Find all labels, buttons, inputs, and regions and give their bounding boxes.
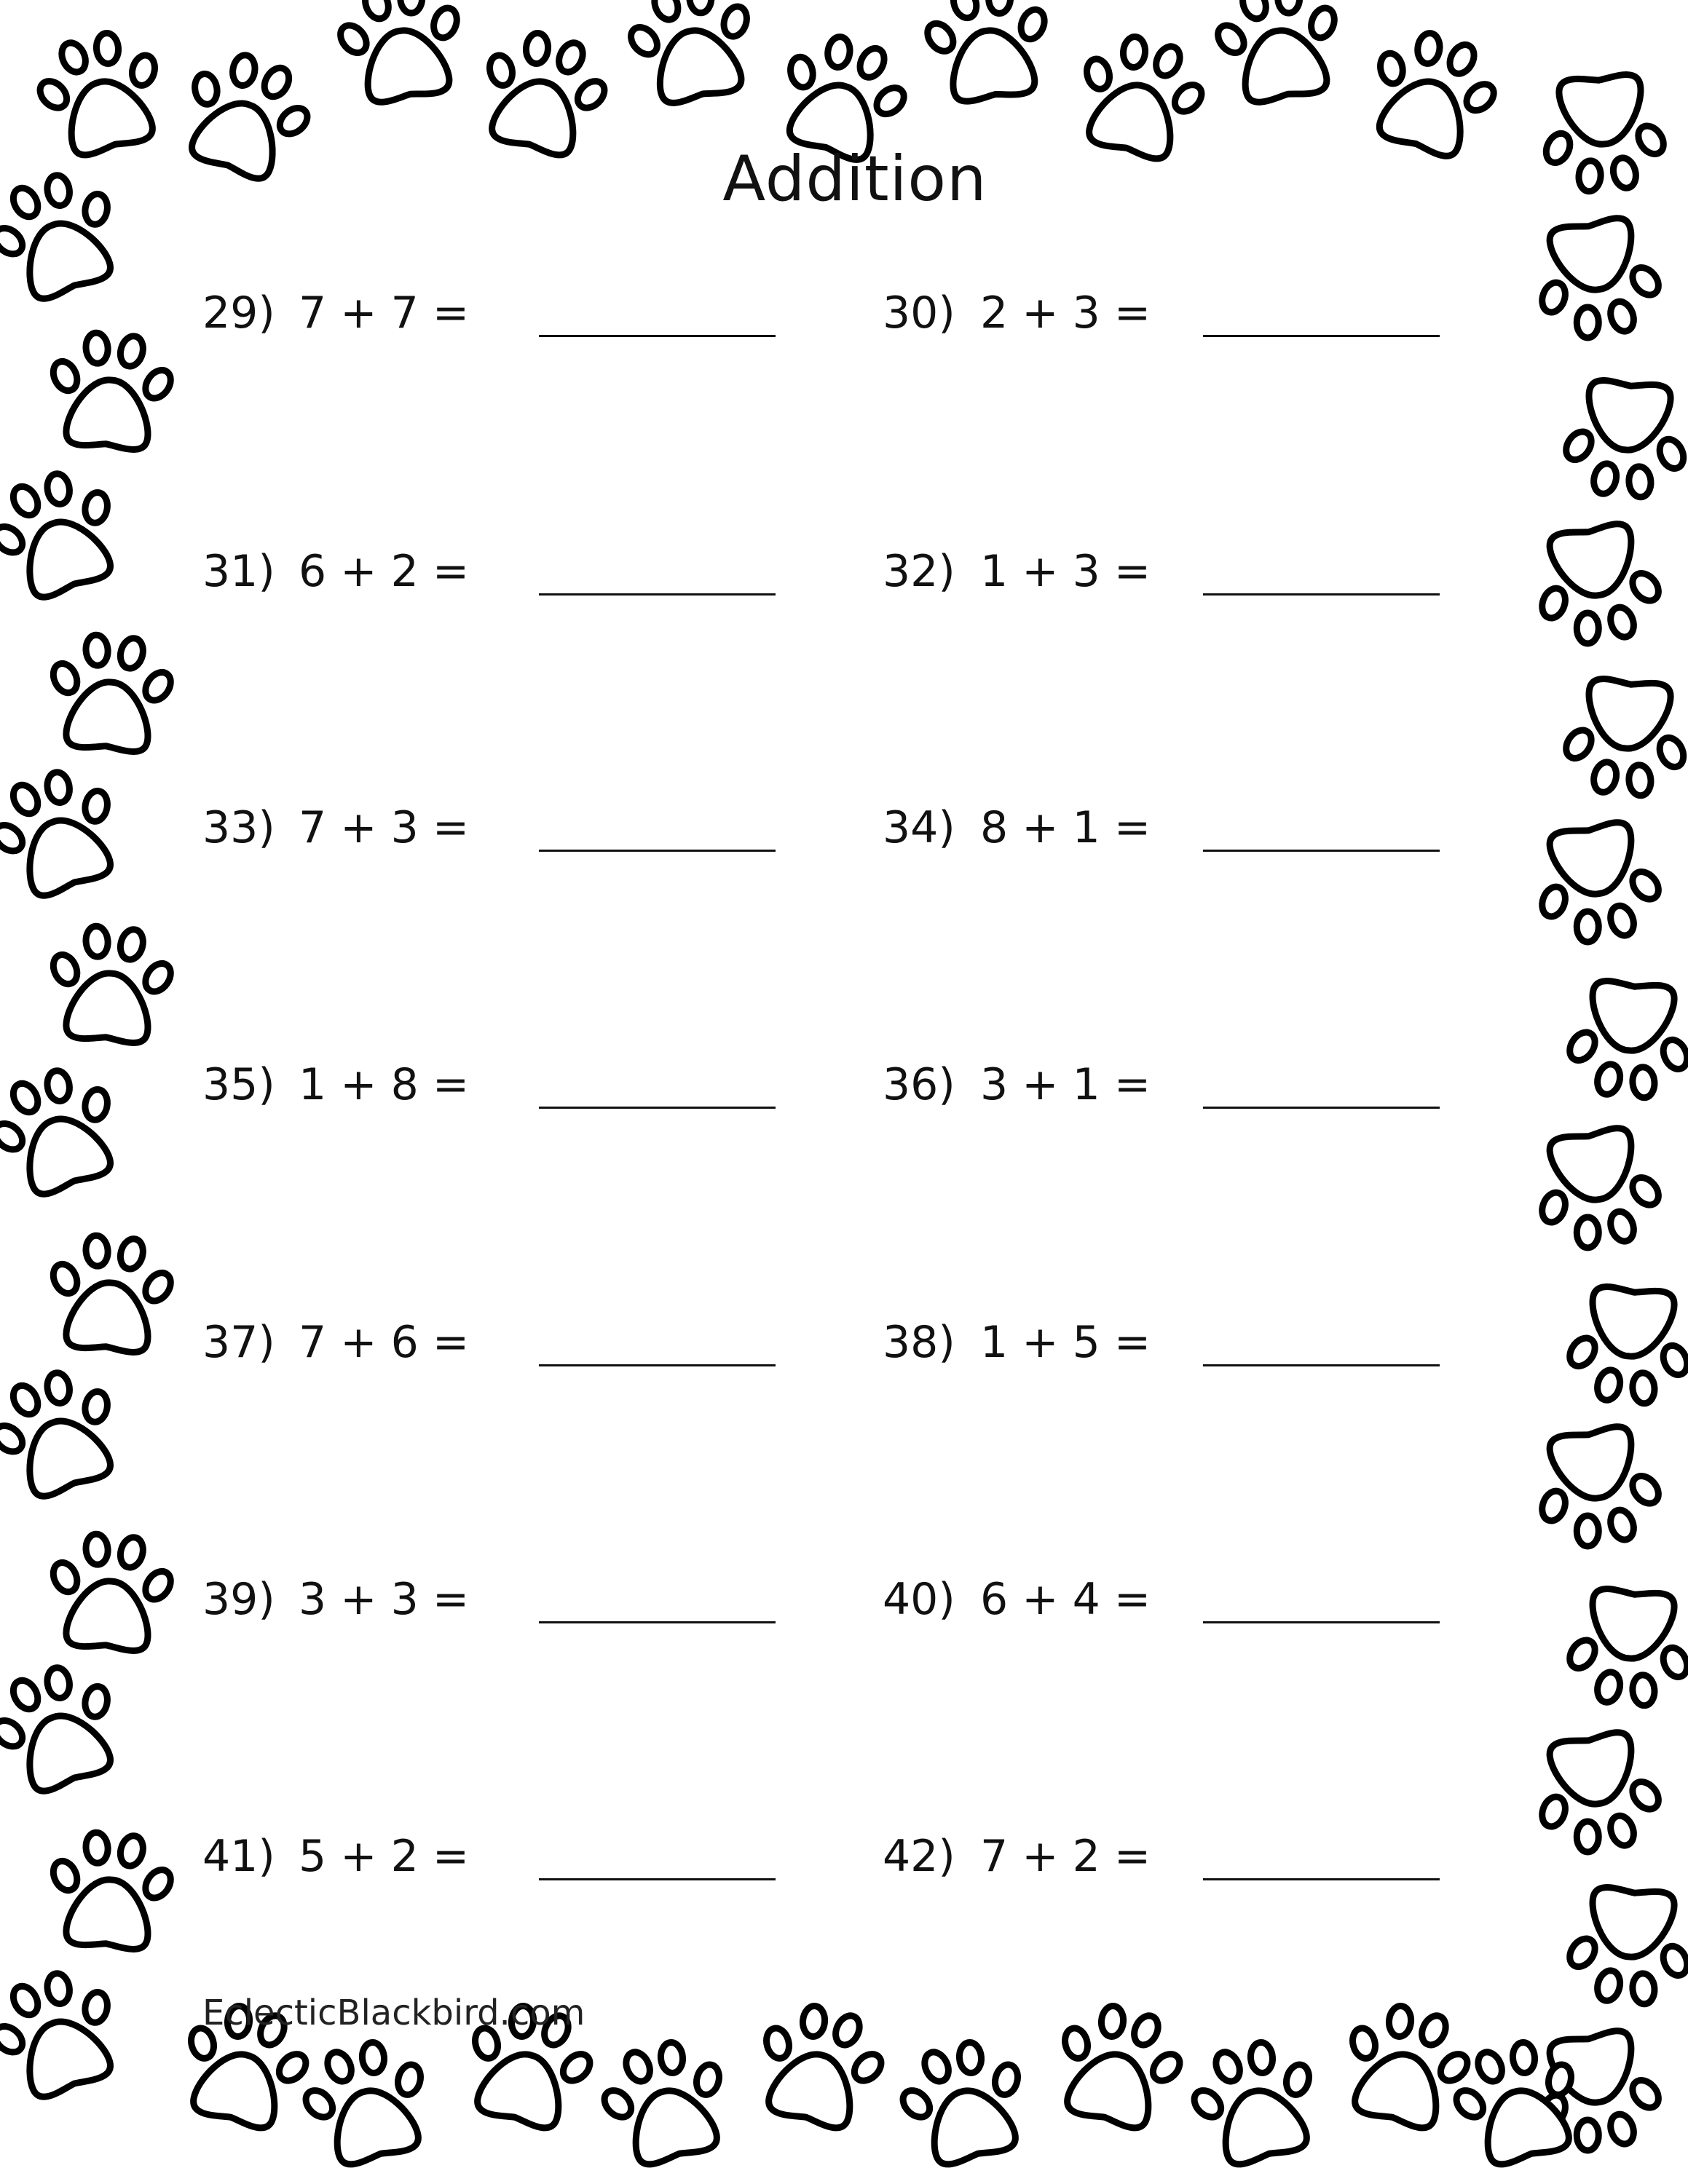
paw-print-icon: [1179, 2030, 1332, 2174]
paw-print-icon: [0, 1356, 135, 1508]
problem-number: 37): [202, 1317, 275, 1368]
problem-number: 42): [883, 1831, 955, 1882]
problem-number: 32): [883, 546, 955, 597]
answer-blank[interactable]: [539, 1107, 776, 1109]
paw-print-icon: [0, 1957, 135, 2108]
paw-print-icon: [1525, 518, 1671, 653]
paw-print-icon: [1206, 0, 1352, 108]
problem-expression: 6 + 2 =: [299, 546, 470, 597]
problem-29: [202, 284, 785, 342]
problem-expression: 1 + 8 =: [299, 1059, 470, 1110]
problem-expression: 1 + 3 =: [980, 546, 1151, 597]
problem-37: [202, 1313, 785, 1372]
paw-print-icon: [1558, 377, 1688, 502]
worksheet-title: Addition: [722, 143, 987, 215]
answer-blank[interactable]: [1203, 1364, 1440, 1366]
paw-print-icon: [42, 327, 179, 452]
answer-blank[interactable]: [539, 335, 776, 337]
problem-number: 33): [202, 802, 275, 853]
problem-41: [202, 1827, 785, 1886]
problem-36: [883, 1056, 1465, 1114]
problem-30: [883, 284, 1465, 342]
problem-expression: 7 + 6 =: [299, 1317, 470, 1368]
answer-blank[interactable]: [539, 850, 776, 852]
problem-expression: 7 + 2 =: [980, 1831, 1151, 1882]
answer-blank[interactable]: [539, 1621, 776, 1623]
paw-print-icon: [42, 1528, 179, 1653]
problem-expression: 3 + 1 =: [980, 1059, 1151, 1110]
problem-42: [883, 1827, 1465, 1886]
paw-print-icon: [1558, 676, 1688, 801]
answer-blank[interactable]: [1203, 1878, 1440, 1880]
paw-print-icon: [1525, 212, 1671, 347]
paw-print-icon: [1561, 978, 1688, 1103]
paw-print-icon: [744, 1993, 896, 2137]
problem-number: 41): [202, 1831, 275, 1882]
paw-print-icon: [1525, 1726, 1671, 1861]
paw-print-icon: [1525, 816, 1671, 951]
paw-print-icon: [0, 756, 135, 907]
answer-blank[interactable]: [1203, 335, 1440, 337]
problem-33: [202, 799, 785, 857]
problem-number: 36): [883, 1059, 955, 1110]
paw-print-icon: [42, 1827, 179, 1952]
answer-blank[interactable]: [539, 593, 776, 596]
paw-print-icon: [618, 0, 766, 110]
paw-print-icon: [42, 1230, 179, 1355]
problem-expression: 7 + 3 =: [299, 802, 470, 853]
problem-39: [202, 1570, 785, 1629]
problem-number: 40): [883, 1574, 955, 1625]
paw-print-icon: [328, 0, 474, 108]
problem-expression: 8 + 1 =: [980, 802, 1151, 853]
paw-print-icon: [0, 457, 135, 609]
paw-print-icon: [0, 1054, 135, 1206]
problem-expression: 7 + 7 =: [299, 288, 470, 339]
answer-blank[interactable]: [1203, 1621, 1440, 1623]
paw-print-icon: [888, 2030, 1041, 2174]
paw-print-icon: [0, 1651, 135, 1803]
answer-blank[interactable]: [539, 1878, 776, 1880]
answer-blank[interactable]: [1203, 850, 1440, 852]
problem-34: [883, 799, 1465, 857]
paw-print-icon: [1561, 1884, 1688, 2009]
paw-print-icon: [1525, 1122, 1671, 1257]
problem-number: 35): [202, 1059, 275, 1110]
problem-number: 30): [883, 288, 955, 339]
problem-40: [883, 1570, 1465, 1629]
problem-number: 31): [202, 546, 275, 597]
footer-website: EclecticBlackbird.com: [202, 1993, 585, 2033]
problem-number: 29): [202, 288, 275, 339]
problem-number: 39): [202, 1574, 275, 1625]
problem-expression: 1 + 5 =: [980, 1317, 1151, 1368]
problem-31: [202, 542, 785, 601]
answer-blank[interactable]: [1203, 593, 1440, 596]
paw-print-icon: [1525, 1420, 1671, 1556]
problem-number: 38): [883, 1317, 955, 1368]
problem-number: 34): [883, 802, 955, 853]
paw-print-icon: [1042, 1993, 1195, 2137]
problem-32: [883, 542, 1465, 601]
paw-print-icon: [1330, 1993, 1483, 2137]
answer-blank[interactable]: [539, 1364, 776, 1366]
problem-35: [202, 1056, 785, 1114]
paw-print-icon: [917, 0, 1059, 106]
problem-expression: 2 + 3 =: [980, 288, 1151, 339]
paw-print-icon: [42, 920, 179, 1045]
paw-print-icon: [1561, 1283, 1688, 1409]
paw-print-icon: [291, 2030, 443, 2174]
paw-print-icon: [42, 629, 179, 754]
paw-print-icon: [1561, 1586, 1688, 1711]
problem-expression: 5 + 2 =: [299, 1831, 470, 1882]
problem-expression: 3 + 3 =: [299, 1574, 470, 1625]
answer-blank[interactable]: [1203, 1107, 1440, 1109]
problem-38: [883, 1313, 1465, 1372]
problem-expression: 6 + 4 =: [980, 1574, 1151, 1625]
paw-print-icon: [589, 2030, 742, 2174]
